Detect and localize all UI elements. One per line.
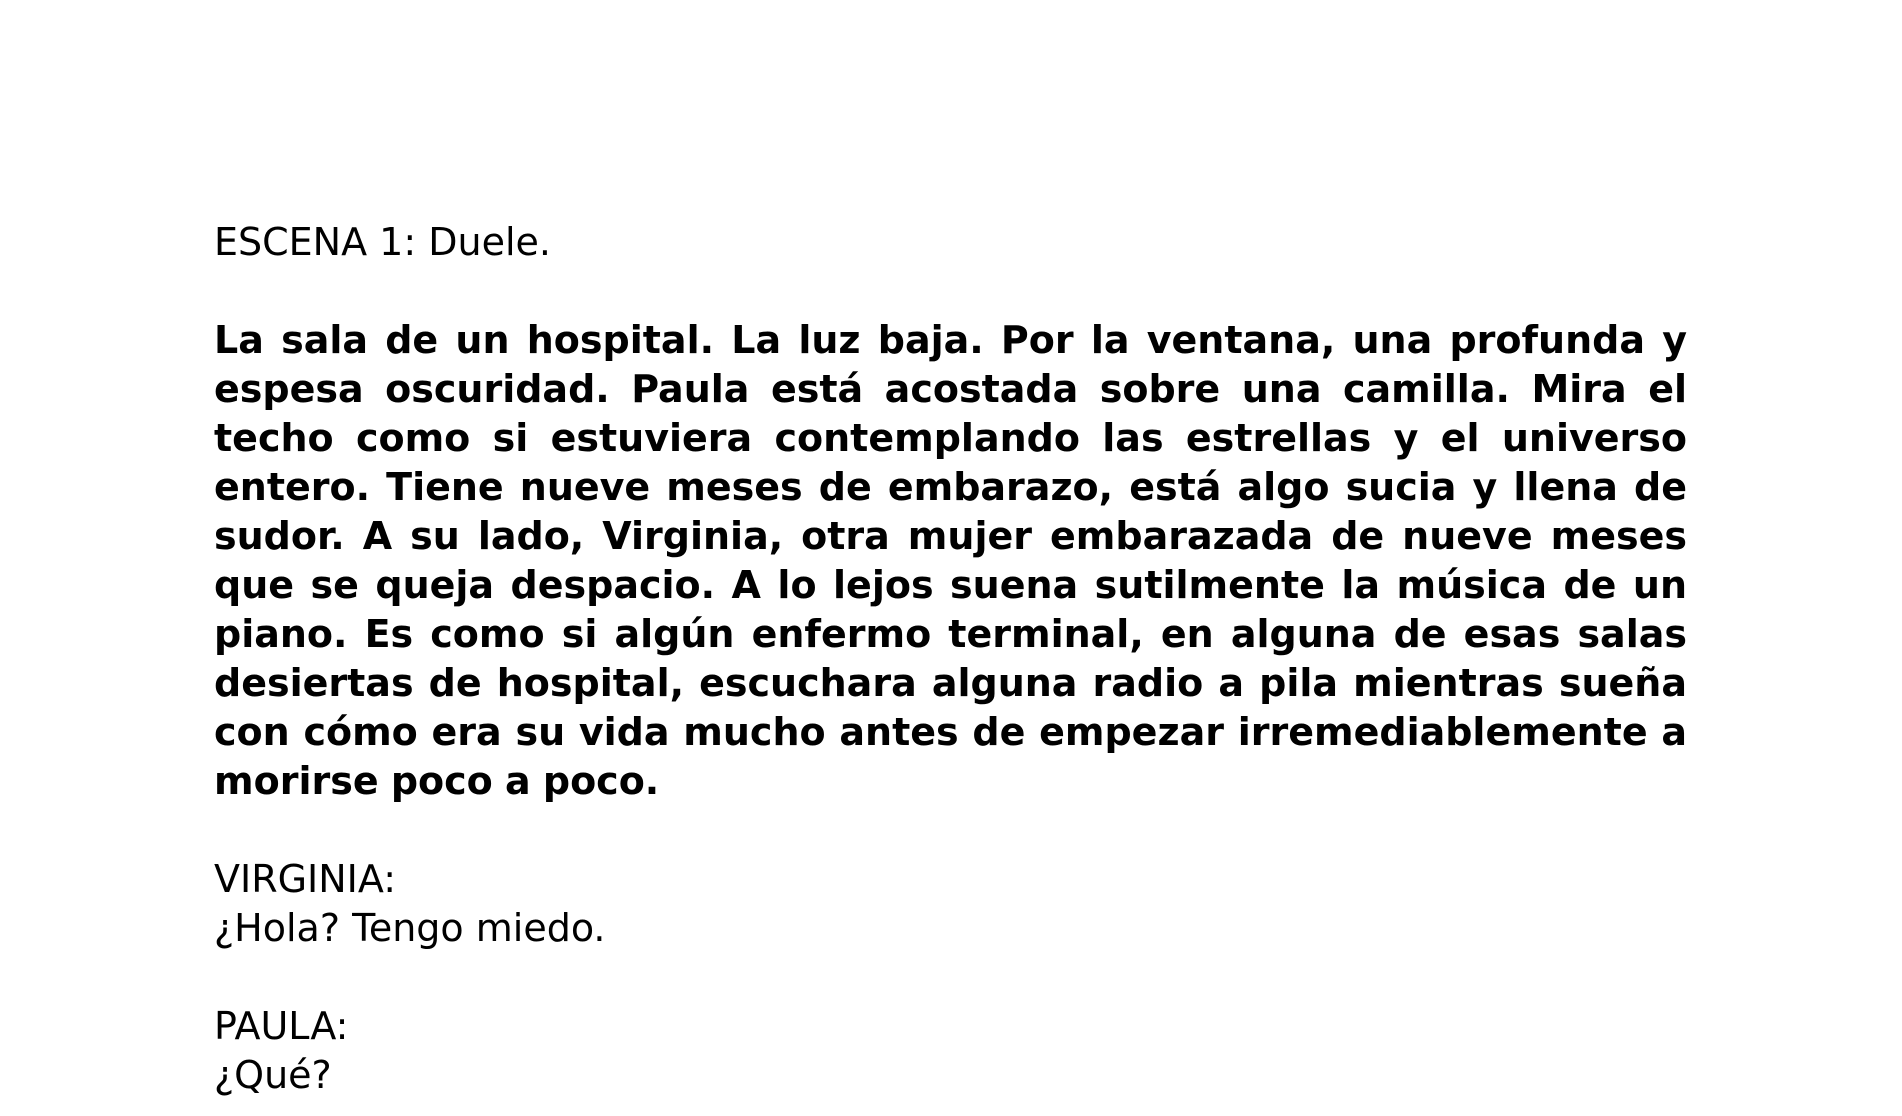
scene-title: ESCENA 1: Duele. — [214, 220, 551, 264]
stage-direction: La sala de un hospital. La luz baja. Por la ventana, una profunda y espesa oscuridad. Paula está acostada sobre una camilla. Mira el techo como si estuviera contemplando las estrellas y el universo entero. Tiene nueve meses de embarazo, está algo sucia y llena de sudor. A su lado, Virginia, otra mujer embarazada de nueve meses que se queja despacio. A lo lejos suena sutilmente la música de un piano. Es como si algún enfermo terminal, en alguna de esas salas desiertas de hospital, escuchara alguna radio a pila mientras sueña con cómo era su vida mucho antes de empezar irremediablemente a morirse poco a poco. — [214, 318, 1687, 803]
dialogue-line-paula: ¿Qué? — [214, 1053, 332, 1097]
spacer — [214, 953, 1687, 1002]
dialogue-line-virginia: ¿Hola? Tengo miedo. — [214, 906, 606, 950]
speaker-name-virginia: VIRGINIA: — [214, 857, 397, 901]
spacer — [214, 806, 1687, 855]
script-content — [214, 218, 1687, 1100]
spacer — [214, 267, 1687, 316]
speaker-name-paula: PAULA: — [214, 1004, 349, 1048]
